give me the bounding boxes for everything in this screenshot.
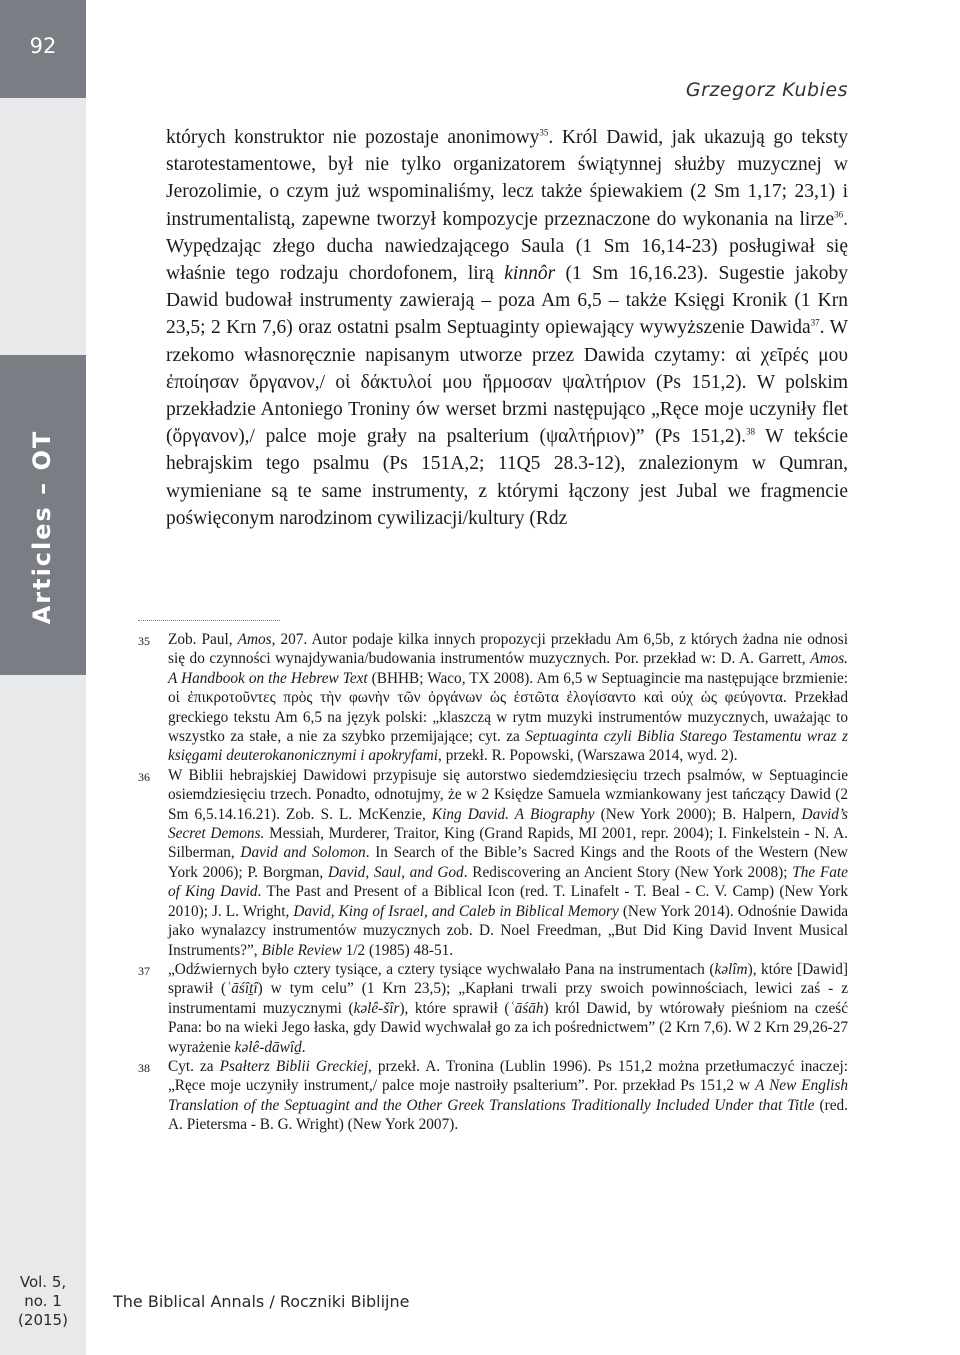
footnotes xyxy=(138,630,848,1135)
footnote-text: W Biblii hebrajskiej Dawidowi przypisuje się autorstwo siedemdziesięciu trzech psalmów, w Septuagincie osiemdziesięciu trzech. Ponadto, odnotujmy, że w 2 Księdze Samuela wzmiankowany jest tańczący Dawid (2 Sm 6,5.14.16.21). Zob. S. L. McKenzie, King David. A Biography (New York 2000); B. Halpern, David’s Secret Demons. Messiah, Murderer, Traitor, King (Grand Rapids, MI 2001, repr. 2004); I. Finkelstein - N. A. Silberman, David and Solomon. In Search of the Bible’s Sacred Kings and the Roots of the Western (New York 2006); P. Borgman, David, Saul, and God. Rediscovering an Ancient Story (New York 2008); The Fate of King David. The Past and Present of a Biblical Icon (red. T. Linafelt - T. Beal - C. V. Camp) (New York 2010); J. L. Wright, David, King of Israel, and Caleb in Biblical Memory (New York 2014). Odnośnie Dawida jako wynalazcy instrumentów muzycznych zob. D. Noel Freedman, „But Did King David Invent Musical Instruments?”, Bible Review 1/2 (1985) 48-51. xyxy=(168,766,849,959)
footnote-text: „Odźwiernych było cztery tysiące, a cztery tysiące wychwalało Pana na instrumentach (kəlîm), które [Dawid] sprawił (ʿāśîṯî) w tym celu” (1 Krn 23,5); „Kapłani trwali przy swoich powinnościach, lewici zaś - z instrumentami muzycznymi (kəlê-šîr), które sprawił (ʿāśāh) król Dawid, by wtórowały pieśniom na cześć Pana: bo na wieki Jego łaska, gdy Dawid wychwalał go za ich pośrednictwem” (2 Krn 7,6). W 2 Krn 29,26-27 wyrażenie kəlê-dāwîḏ. xyxy=(168,960,849,1056)
footnote-text: Zob. Paul, Amos, 207. Autor podaje kilka innych propozycji przekładu Am 6,5b, z których żadna nie odnosi się do czynności wynajdywania/budowania instrumentów muzycznych. Por. przekład w: D. A. Garrett, Amos. A Handbook on the Hebrew Text (BHHB; Waco, TX 2008). Am 6,5 w Septuagincie ma następujące brzmienie: οἱ ἐπικροτοῦντες πρὸς τὴν φωνὴν τῶν ὀργάνων ὡς ἑστῶτα ἐλογίσαντο καὶ οὐχ ὡς φεύγοντα. Przekład greckiego tekstu Am 6,5 na język polski: „klaszczą w rytm muzyki instrumentów muzycznych, uważając to wszystko za stałe, a nie za szybko przemijające; cyt. za Septuaginta czyli Biblia Starego Testamentu wraz z księgami deuterokanonicznymi i apokryfami, przekł. R. Popowski, (Warszawa 2014, wyd. 2). xyxy=(168,631,848,765)
text-run: . Wypędzając złego ducha nawiedzającego Saula (1 Sm 16,14-23) posługiwał się właśnie tego rodzaju chordofonem, lirą xyxy=(166,208,848,285)
footnote-ref-36[interactable]: 36 xyxy=(834,209,844,220)
volume-info xyxy=(0,1273,86,1330)
text-run: (1 Sm 16,16.23). Sugestie jakoby Dawid budował instrumenty zawierają – poza Am 6,5 – także Księgi Kronik (1 Krn 23,5; 2 Krn 7,6) oraz ostatni psalm Septuaginty opiewający wywyższenie Dawida xyxy=(166,263,849,339)
footnote-number: 36 xyxy=(138,769,150,784)
footnote-36 xyxy=(138,766,848,960)
issue-label: no. 1 xyxy=(24,1292,62,1310)
footnote-separator xyxy=(138,620,280,621)
footnote-35 xyxy=(138,630,848,766)
body-text xyxy=(166,124,848,532)
page-number-box xyxy=(0,0,86,98)
footnote-ref-38[interactable]: 38 xyxy=(745,426,755,437)
journal-title: The Biblical Annals / Roczniki Biblijne xyxy=(113,1292,410,1311)
transliteration: kinnôr xyxy=(504,263,556,285)
volume-label: Vol. 5, xyxy=(19,1273,67,1291)
footnote-number: 35 xyxy=(138,634,150,648)
footnote-38 xyxy=(138,1057,848,1135)
text-run: . W rzekomo własnoręcznie napisanym utworze przez Dawida czytamy: αἱ χεῖρές μου ἐποίησαν ὄργανον,/ οἱ δάκτυλοί μου ἥρμοσαν ψαλτήριον (Ps 151,2). W polskim przekładzie Antoniego Troniny ów werset brzmi następująco „Ręce moje uczyniły flet (ὄργανον),/ palce moje grały na psalterium (ψαλτήριον)” (Ps 151,2). xyxy=(166,317,848,448)
running-header-author: Grzegorz Kubies xyxy=(685,79,848,101)
footnote-37 xyxy=(138,960,848,1057)
section-label: Articles – OT xyxy=(28,429,56,625)
footnote-number: 37 xyxy=(138,963,150,978)
text-run: W tekście hebrajskim tego psalmu (Ps 151A,2; 11Q5 28.3-12), znalezionym w Qumran, wymieniane są te same instrumenty, z którymi łączony jest Jubal we fragmencie poświęconym narodzinom cywilizacji/kultury (Rdz xyxy=(166,426,849,529)
footnote-ref-37[interactable]: 37 xyxy=(810,317,820,328)
footnote-number: 38 xyxy=(138,1060,150,1075)
paragraph xyxy=(166,124,848,532)
year-label: (2015) xyxy=(18,1311,68,1329)
text-run: . Król Dawid, jak ukazują go teksty starotestamentowe, był nie tylko organizatorem świątynnej służby muzycznej w Jerozolimie, o czym już wspominaliśmy, lecz także śpiewakiem (2 Sm 1,17; 23,1) i instrumentalistą, zapewne tworzył kompozycje przeznaczone do wykonania na lirze xyxy=(166,127,849,230)
footnote-ref-35[interactable]: 35 xyxy=(539,127,549,138)
footnote-text: Cyt. za Psałterz Biblii Greckiej, przekł. A. Tronina (Lublin 1996). Ps 151,2 można przetłumaczyć inaczej: „Ręce moje uczyniły instrument,/ palce moje nastroiły psalterium”. Por. przekład Ps 151,2 w A New English Translation of the Septuagint and the Other Greek Translations Traditionally Included Under that Title (red. A. Pietersma - B. G. Wright) (New York 2007). xyxy=(168,1057,849,1134)
sidebar xyxy=(0,0,86,1355)
text-run: których konstruktor nie pozostaje anonimowy xyxy=(166,127,540,148)
page-number: 92 xyxy=(29,34,57,58)
